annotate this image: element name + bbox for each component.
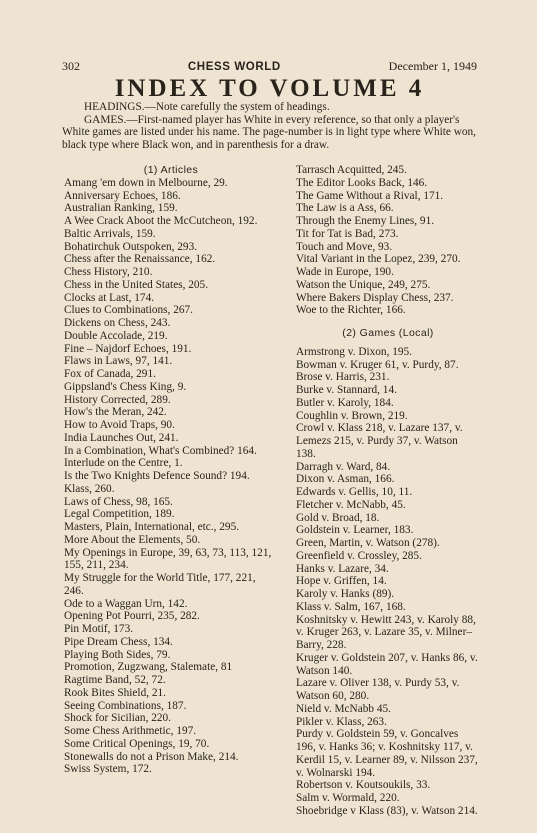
- article-entry: The Editor Looks Back, 146.: [296, 176, 428, 189]
- article-entry: Klass, 260.: [64, 482, 115, 495]
- game-entry: Coughlin v. Brown, 219.: [296, 409, 408, 422]
- article-entry: Through the Enemy Lines, 91.: [296, 215, 435, 227]
- article-entry: Bohatirchuk Outspoken, 293.: [64, 240, 198, 253]
- article-entry: Australian Ranking, 159.: [64, 202, 178, 215]
- game-entry: Burke v. Stannard, 14.: [296, 384, 397, 396]
- game-entry: Lazare v. Oliver 138, v. Purdy 53, v. Watson 60, 280.: [296, 677, 460, 702]
- game-entry: Brose v. Harris, 231.: [296, 371, 390, 384]
- game-entry: Butler v. Karoly, 184.: [296, 396, 394, 409]
- article-entry: My Struggle for the World Title, 177, 221, 246.: [64, 572, 256, 597]
- article-entry: How's the Meran, 242.: [64, 406, 167, 419]
- article-entry: The Game Without a Rival, 171.: [296, 189, 444, 202]
- game-entry: Koshnitsky v. Hewitt 243, v. Karoly 88, v. Kruger 263, v. Lazare 35, v. Milner–Barry, 228.: [296, 613, 476, 651]
- game-entry: Green, Martin, v. Watson (278).: [296, 537, 440, 549]
- games-list: [296, 346, 480, 818]
- article-entry: Clocks at Last, 174.: [64, 291, 155, 304]
- game-entry: Goldstein v. Learner, 183.: [296, 524, 414, 537]
- article-entry: Ragtime Band, 52, 72.: [64, 674, 166, 686]
- running-header: [62, 59, 477, 74]
- articles-list: [64, 177, 278, 776]
- article-entry: Chess History, 210.: [64, 266, 153, 278]
- article-entry: Swiss System, 172.: [64, 763, 152, 776]
- left-column: [64, 164, 278, 776]
- article-entry: Shock for Sicilian, 220.: [64, 712, 171, 725]
- article-entry: Where Bakers Display Chess, 237.: [296, 291, 454, 304]
- game-entry: Purdy v. Goldstein 59, v. Goncalves 196, v. Hanks 36; v. Koshnitsky 117, v. Kerdil 15, v. Learner 89, v. Nilsson 237, v. Wolnarski 194.: [296, 728, 478, 779]
- article-entry: Touch and Move, 93.: [296, 240, 393, 253]
- game-entry: Salm v. Wormald, 220.: [296, 792, 400, 804]
- article-entry: Rook Bites Shield, 21.: [64, 686, 166, 699]
- article-entry: More About the Elements, 50.: [64, 533, 201, 546]
- page-title: INDEX TO VOLUME 4: [114, 75, 425, 102]
- game-entry: Pikler v. Klass, 263.: [296, 715, 387, 728]
- article-entry: How to Avoid Traps, 90.: [64, 419, 175, 431]
- article-entry: Gippsland's Chess King, 9.: [64, 380, 187, 393]
- article-entry: Stonewalls do not a Prison Make, 214.: [64, 750, 239, 763]
- article-entry: Anniversary Echoes, 186.: [64, 189, 181, 202]
- article-entry: Laws of Chess, 98, 165.: [64, 495, 173, 508]
- games-heading: (2) Games (Local): [342, 327, 434, 339]
- article-entry: The Law is a Ass, 66.: [296, 202, 394, 215]
- article-entry: Amang 'em down in Melbourne, 29.: [64, 176, 228, 189]
- article-entry: Double Accolade, 219.: [64, 329, 168, 342]
- article-entry: Chess in the United States, 205.: [64, 278, 209, 291]
- article-entry: India Launches Out, 241.: [64, 431, 179, 444]
- article-entry: Ode to a Waggan Urn, 142.: [64, 597, 188, 610]
- headings-note: HEADINGS.—Note carefully the system of headings.: [84, 101, 330, 113]
- article-entry: Opening Pot Pourri, 235, 282.: [64, 610, 200, 623]
- article-entry: Seeing Combinations, 187.: [64, 699, 187, 712]
- article-entry: Wade in Europe, 190.: [296, 266, 394, 278]
- article-entry: Clues to Combinations, 267.: [64, 304, 193, 317]
- game-entry: Bowman v. Kruger 61, v. Purdy, 87.: [296, 358, 459, 371]
- game-entry: Kruger v. Goldstein 207, v. Hanks 86, v. Watson 140.: [296, 651, 478, 677]
- game-entry: Nield v. McNabb 45.: [296, 702, 391, 715]
- issue-date: December 1, 1949: [388, 59, 477, 73]
- article-entry: Masters, Plain, International, etc., 295.: [64, 521, 240, 533]
- magazine-name: CHESS WORLD: [187, 61, 281, 73]
- article-entry: Pipe Dream Chess, 134.: [64, 635, 173, 648]
- article-entry: Vital Variant in the Lopez, 239, 270.: [296, 253, 461, 266]
- game-entry: Robertson v. Koutsoukils, 33.: [296, 779, 431, 792]
- game-entry: Karoly v. Hanks (89).: [296, 588, 395, 600]
- game-entry: Gold v. Broad, 18.: [296, 511, 380, 524]
- articles-heading: (1) Articles: [143, 164, 199, 176]
- article-entry: Playing Both Sides, 79.: [64, 648, 171, 661]
- game-entry: Hope v. Griffen, 14.: [296, 575, 387, 588]
- article-entry: Fox of Canada, 291.: [64, 368, 156, 380]
- game-entry: Edwards v. Gellis, 10, 11.: [296, 486, 413, 498]
- game-entry: Darragh v. Ward, 84.: [296, 460, 391, 473]
- article-entry: Promotion, Zugzwang, Stalemate, 81: [64, 661, 233, 674]
- article-entry: History Corrected, 289.: [64, 393, 171, 406]
- article-entry: Dickens on Chess, 243.: [64, 317, 171, 329]
- article-entry: Baltic Arrivals, 159.: [64, 227, 156, 240]
- article-entry: Some Chess Arithmetic, 197.: [64, 725, 197, 737]
- article-entry: Some Critical Openings, 19, 70.: [64, 737, 210, 750]
- game-entry: Hanks v. Lazare, 34.: [296, 562, 389, 575]
- article-entry: Pin Motif, 173.: [64, 623, 134, 635]
- articles-list-continued: [296, 164, 480, 317]
- game-entry: Crowl v. Klass 218, v. Lazare 137, v. Lemezs 215, v. Purdy 37, v. Watson 138.: [296, 422, 463, 460]
- article-entry: Is the Two Knights Defence Sound? 194.: [64, 470, 250, 482]
- game-entry: Greenfield v. Crossley, 285.: [296, 549, 422, 562]
- article-entry: Woe to the Richter, 166.: [296, 304, 406, 317]
- article-entry: Tit for Tat is Bad, 273.: [296, 227, 399, 240]
- game-entry: Klass v. Salm, 167, 168.: [296, 600, 406, 613]
- article-entry: In a Combination, What's Combined? 164.: [64, 444, 257, 457]
- article-entry: Tarrasch Acquitted, 245.: [296, 164, 407, 176]
- right-column: [296, 164, 480, 818]
- game-entry: Shoebridge v Klass (83), v. Watson 214.: [296, 804, 478, 817]
- article-entry: Watson the Unique, 249, 275.: [296, 278, 431, 291]
- game-entry: Fletcher v. McNabb, 45.: [296, 498, 406, 511]
- page-number: 302: [62, 59, 80, 73]
- game-entry: Armstrong v. Dixon, 195.: [296, 345, 412, 358]
- article-entry: A Wee Crack Aboot the McCutcheon, 192.: [64, 215, 258, 227]
- article-entry: Interlude on the Centre, 1.: [64, 457, 183, 470]
- article-entry: My Openings in Europe, 39, 63, 73, 113, 121, 155, 211, 234.: [64, 546, 272, 572]
- games-note: GAMES.—First-named player has White in every reference, so that only a player's White games are listed under his name. The page-number is in light type where White won, black type where Black won, and in parenthesis for a draw.: [62, 113, 476, 151]
- article-entry: Fine – Najdorf Echoes, 191.: [64, 342, 192, 355]
- article-entry: Chess after the Renaissance, 162.: [64, 253, 216, 266]
- article-entry: Legal Competition, 189.: [64, 508, 175, 521]
- game-entry: Dixon v. Asman, 166.: [296, 473, 395, 486]
- article-entry: Flaws in Laws, 97, 141.: [64, 355, 173, 368]
- intro-notes: [62, 101, 477, 151]
